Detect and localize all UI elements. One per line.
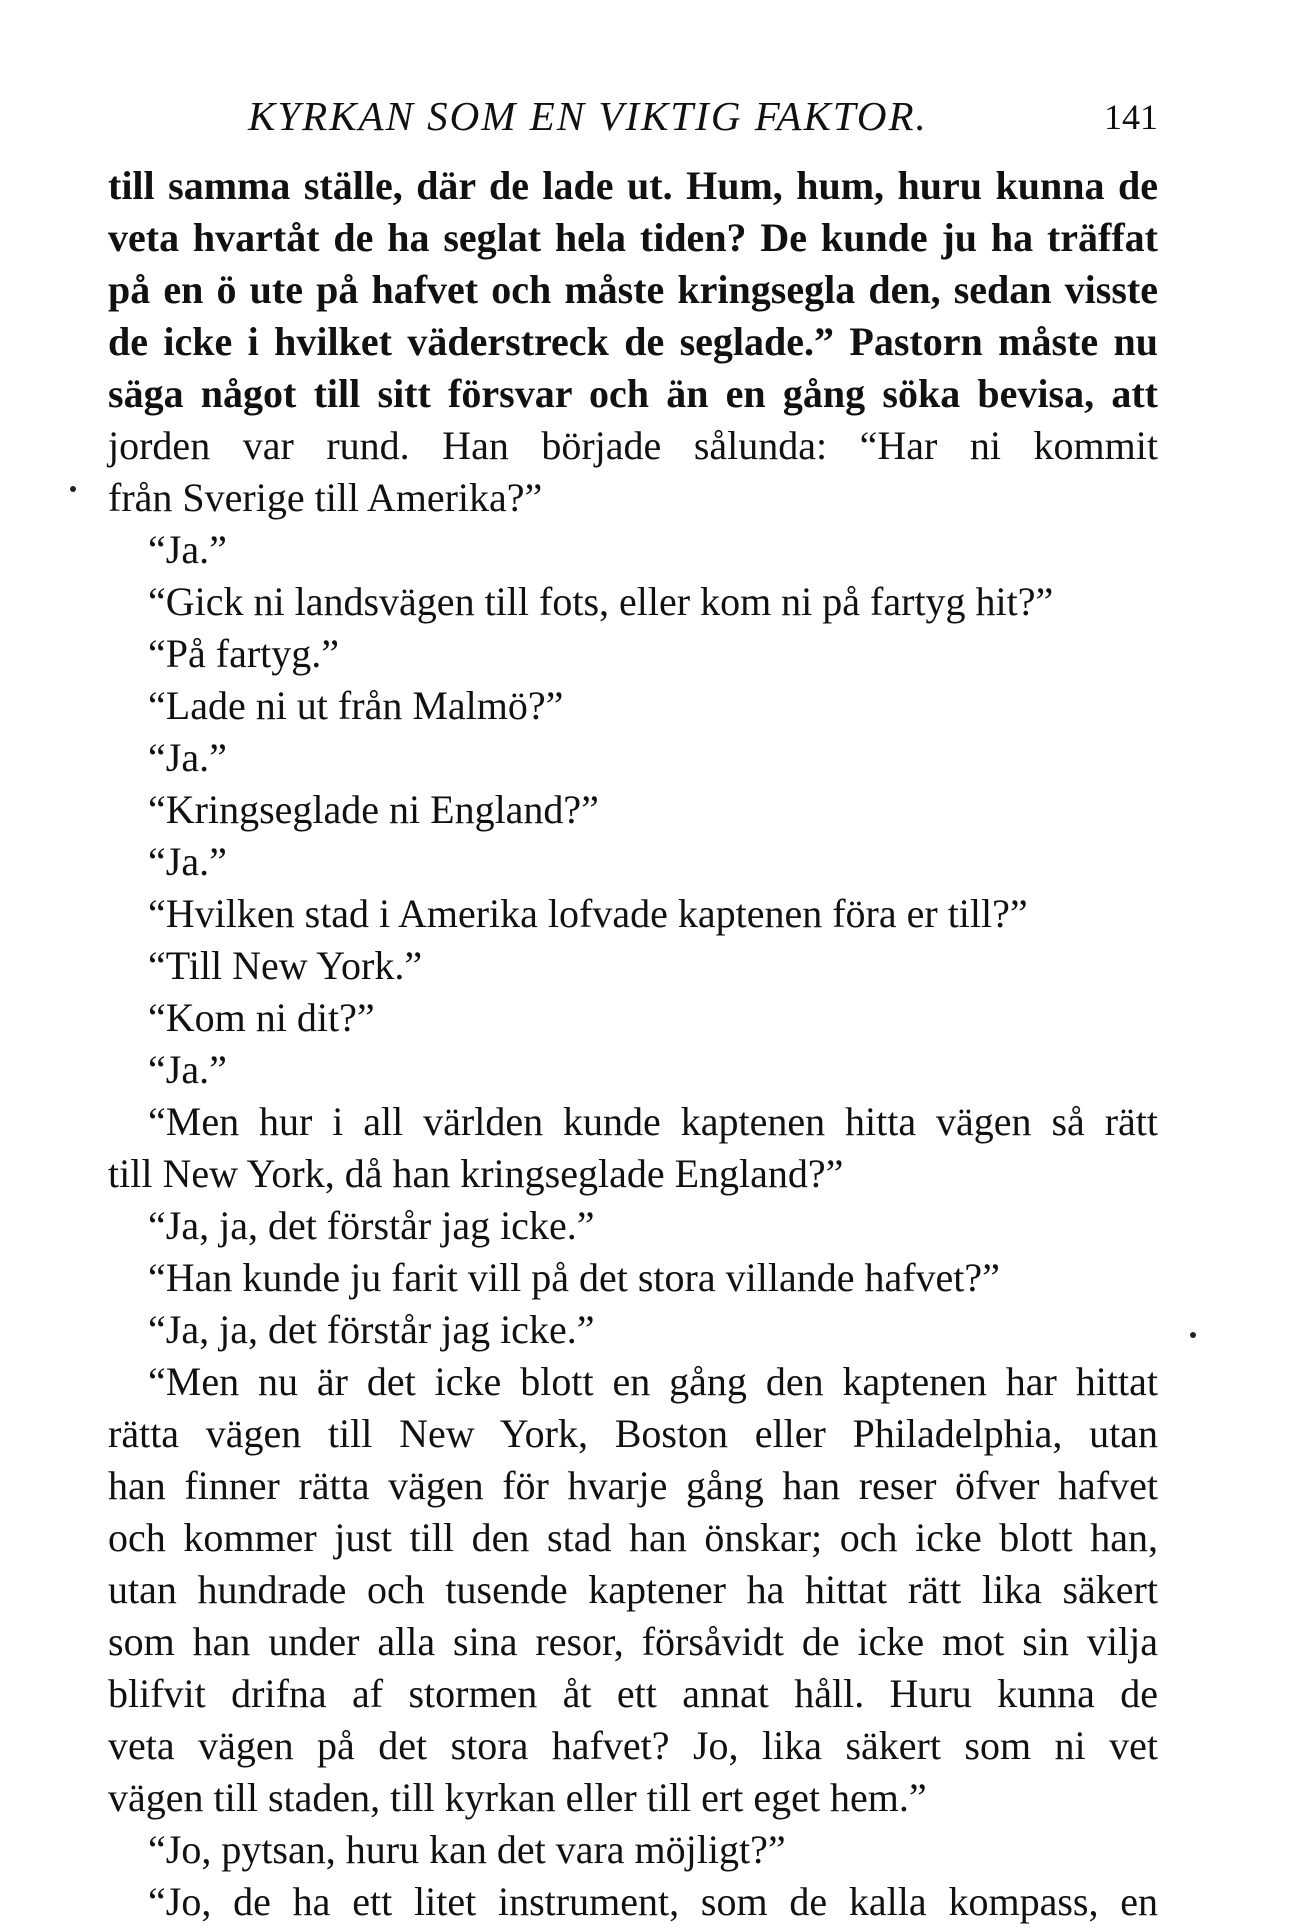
text-line: “Kom ni dit?”	[148, 995, 375, 1040]
text-line: till New York, då han kringseglade England?”	[108, 1151, 844, 1196]
margin-speck	[70, 486, 76, 492]
text-line: “Gick ni landsvägen till fots, eller kom ni på fartyg hit?”	[148, 579, 1054, 624]
text-line: “Lade ni ut från Malmö?”	[148, 683, 564, 728]
text-line: “Men hur i all världen kunde kaptenen hitta vägen så rätt	[148, 1099, 1158, 1144]
text-line: jorden var rund. Han började sålunda: “Har ni kommit	[108, 423, 1158, 468]
text-line: “Ja.”	[148, 1047, 227, 1092]
text-line: blifvit drifna af stormen åt ett annat håll. Huru kunna de	[108, 1671, 1158, 1716]
text-line: som han under alla sina resor, försåvidt de icke mot sin vilja	[108, 1619, 1158, 1664]
margin-speck	[1190, 1332, 1196, 1338]
text-line: “Jo, de ha ett litet instrument, som de kalla kompass, en	[148, 1879, 1158, 1924]
text-line: “Kringseglade ni England?”	[148, 787, 599, 832]
page-number: 141	[1104, 97, 1158, 137]
text-line: han finner rätta vägen för hvarje gång han reser öfver hafvet	[108, 1463, 1158, 1508]
text-line: “Ja, ja, det förstår jag icke.”	[148, 1307, 595, 1352]
text-line: till samma ställe, där de lade ut. Hum, hum, huru kunna de	[108, 163, 1158, 208]
text-line: säga något till sitt försvar och än en gång söka bevisa, att	[108, 371, 1158, 416]
text-line: och kommer just till den stad han önskar; och icke blott han,	[108, 1515, 1158, 1560]
text-line: “Ja.”	[148, 839, 227, 884]
text-line: “Han kunde ju farit vill på det stora villande hafvet?”	[148, 1255, 1000, 1300]
text-line: “Jo, pytsan, huru kan det vara möjligt?”	[148, 1827, 786, 1872]
text-line: veta vägen på det stora hafvet? Jo, lika säkert som ni vet	[108, 1723, 1158, 1768]
text-line: “Ja.”	[148, 527, 227, 572]
text-line: utan hundrade och tusende kaptener ha hittat rätt lika säkert	[108, 1567, 1158, 1612]
text-line: de icke i hvilket väderstreck de seglade.” Pastorn måste nu	[108, 319, 1158, 364]
page-body	[108, 160, 1158, 1928]
text-line: “Men nu är det icke blott en gång den kaptenen har hittat	[148, 1359, 1158, 1404]
text-line: “På fartyg.”	[148, 631, 340, 676]
text-line: rätta vägen till New York, Boston eller Philadelphia, utan	[108, 1411, 1158, 1456]
running-title: KYRKAN SOM EN VIKTIG FAKTOR.	[248, 93, 928, 139]
text-line: “Till New York.”	[148, 943, 423, 988]
text-line: veta hvartåt de ha seglat hela tiden? De kunde ju ha träffat	[108, 215, 1158, 260]
text-line: “Ja.”	[148, 735, 227, 780]
text-line: “Ja, ja, det förstår jag icke.”	[148, 1203, 595, 1248]
text-line: från Sverige till Amerika?”	[108, 475, 543, 520]
text-line: vägen till staden, till kyrkan eller till ert eget hem.”	[108, 1775, 927, 1820]
running-header	[108, 92, 1158, 152]
text-line: “Hvilken stad i Amerika lofvade kaptenen föra er till?”	[148, 891, 1028, 936]
text-line: på en ö ute på hafvet och måste kringsegla den, sedan visste	[108, 267, 1158, 312]
